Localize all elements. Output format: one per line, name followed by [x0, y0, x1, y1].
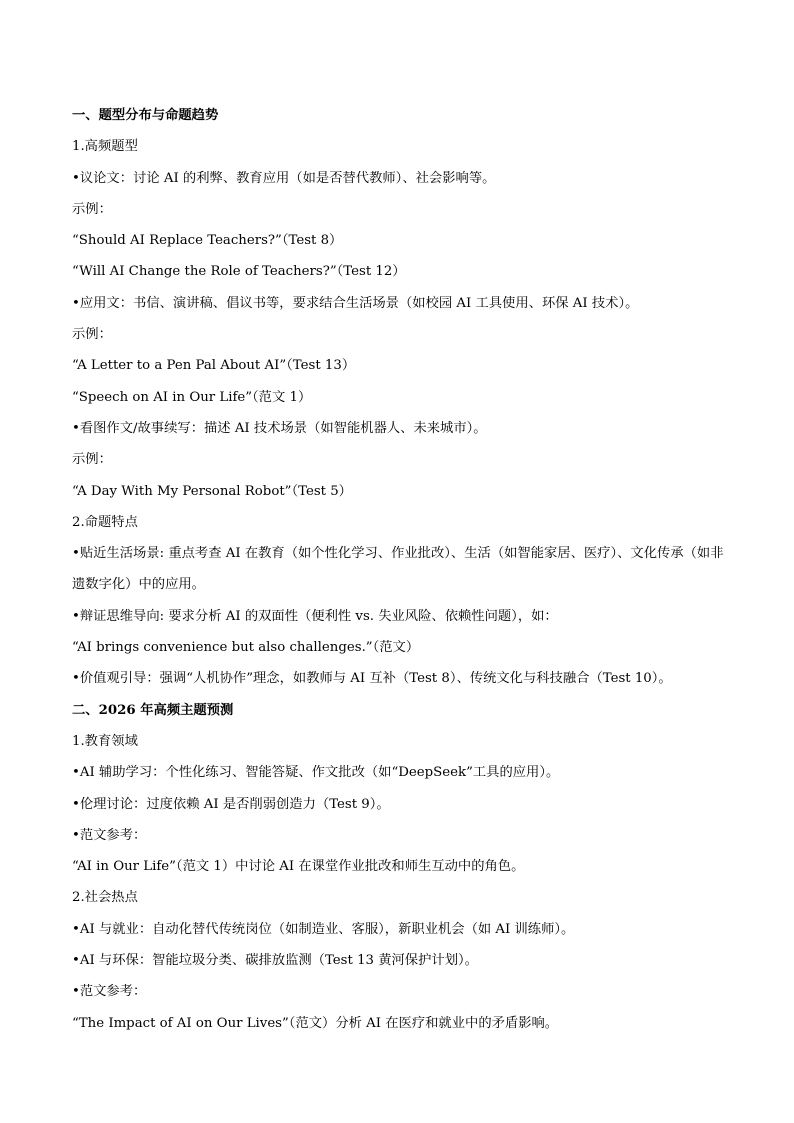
example-item: “AI in Our Life”（范文 1）中讨论 AI 在课堂作业批改和师生互动中的角色。 [72, 859, 525, 875]
subheading-education: 1.教育领域 [72, 733, 138, 749]
bullet-reference: •范文参考： [72, 984, 147, 1000]
bullet-practical-writing: •应用文：书信、演讲稿、倡议书等，要求结合生活场景（如校园 AI 工具使用、环保 AI 技术）。 [72, 295, 639, 311]
example-label: 示例： [72, 201, 112, 217]
example-item: “Speech on AI in Our Life”（范文 1） [72, 389, 312, 405]
bullet-life-scenarios: •贴近生活场景: 重点考查 AI 在教育（如个性化学习、作业批改）、生活（如智能家居、医疗）、文化传承（如非遗数字化）中的应用。 [72, 546, 724, 593]
subheading-social-topics: 2.社会热点 [72, 890, 138, 906]
example-item: “Will AI Change the Role of Teachers?”（Test 12） [72, 264, 406, 280]
bullet-picture-writing: •看图作文/故事续写：描述 AI 技术场景（如智能机器人、未来城市）。 [72, 420, 487, 436]
section-heading-2: 二、2026 年高频主题预测 [72, 702, 234, 718]
bullet-reference: •范文参考： [72, 827, 147, 843]
document-page [72, 100, 732, 1039]
subheading-high-frequency-types: 1.高频题型 [72, 139, 138, 155]
bullet-ai-environment: •AI 与环保：智能垃圾分类、碳排放监测（Test 13 黄河保护计划）。 [72, 953, 478, 969]
bullet-ai-employment: •AI 与就业：自动化替代传统岗位（如制造业、客服），新职业机会（如 AI 训练师）。 [72, 921, 575, 937]
subheading-features: 2.命题特点 [72, 514, 138, 530]
bullet-values-guidance: •价值观引导：强调“人机协作”理念，如教师与 AI 互补（Test 8）、传统文化与科技融合（Test 10）。 [72, 671, 672, 687]
example-item: “A Letter to a Pen Pal About AI”（Test 13） [72, 358, 356, 374]
example-item: “Should AI Replace Teachers?”（Test 8） [72, 233, 343, 249]
example-item: “The Impact of AI on Our Lives”（范文）分析 AI 在医疗和就业中的矛盾影响。 [72, 1015, 559, 1031]
example-item: “AI brings convenience but also challenges.”（范文） [72, 640, 420, 656]
example-label: 示例： [72, 452, 112, 468]
bullet-dialectical-thinking: •辩证思维导向: 要求分析 AI 的双面性（便利性 vs. 失业风险、依赖性问题），如： [72, 608, 558, 624]
section-heading-1: 一、题型分布与命题趋势 [72, 108, 219, 123]
bullet-argumentative: •议论文：讨论 AI 的利弊、教育应用（如是否替代教师）、社会影响等。 [72, 170, 496, 186]
example-label: 示例： [72, 327, 112, 343]
example-item: “A Day With My Personal Robot”（Test 5） [72, 483, 352, 499]
bullet-ai-assisted-learning: •AI 辅助学习：个性化练习、智能答疑、作文批改（如“DeepSeek”工具的应用）。 [72, 765, 560, 781]
bullet-ethics: •伦理讨论：过度依赖 AI 是否削弱创造力（Test 9）。 [72, 796, 390, 812]
